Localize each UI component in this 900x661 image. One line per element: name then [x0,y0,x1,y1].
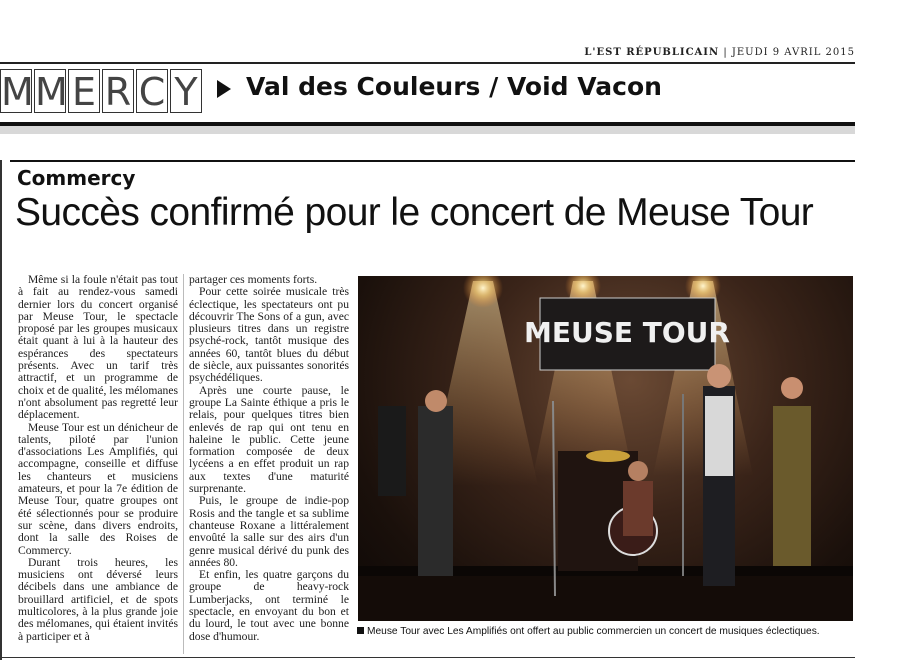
bottom-rule [0,657,855,658]
town-letter: Y [170,69,202,113]
paragraph: partager ces moments forts. [189,273,318,286]
concert-photo [358,276,853,621]
masthead-rule [0,62,855,64]
town-letter-boxes [0,69,204,113]
newspaper-name: L'EST RÉPUBLICAIN [584,47,720,58]
paragraph: Et enfin, les quatre garçons du groupe de heavy-rock Lumberjacks, ont terminé le spectacle, en envoyant du bon et du lourd, le tout avec une bonne dose d'humour. [189,568,349,643]
town-letter: C [136,69,168,113]
issue-date: JEUDI 9 AVRIL 2015 [731,47,855,58]
article-kicker: Commercy [17,166,136,190]
article-top-rule [10,160,855,162]
section-bar [0,66,855,118]
article-column-2 [189,274,349,643]
paragraph: Pour cette soirée musicale très éclectique, les spectateurs ont pu découvrir The Sons of a gun, avec plusieurs titres dans un registre psyché-rock, tantôt musique des années 60, tantôt blues du début de siècle, aux puissantes sonorités psychédéliques. [189,285,349,385]
caption-text: Meuse Tour avec Les Amplifiés ont offert au public commercien un concert de musiques éclectiques. [367,626,820,637]
article-column-1 [18,274,178,643]
square-bullet-icon [357,627,364,634]
article-frame-left [0,160,2,660]
masthead-separator: | [723,47,728,58]
paragraph: Même si la foule n'était pas tout à fait au rendez-vous samedi dernier lors du concert organisé par Meuse Tour, le spectacle proposé par les groupes musicaux était quant à lui à la hauteur des espérances des spectateurs présents. Avec un tarif très attractif, et un programme de choix et de qualité, les mélomanes n'ont absolument pas regretté leur déplacement. [18,273,178,422]
paragraph: Meuse Tour est un dénicheur de talents, piloté par l'union d'associations Les Amplifiés, qui accompagne, conseille et diffuse les chanteurs et musiciens amateurs, et pour la 7e édition de Meuse Tour, quatre groupes ont été sélectionnés pour se produire sur scène, dans divers endroits, dont la salle des Roises de Commercy. [18,420,178,557]
paragraph: Puis, le groupe de indie-pop Rosis and the tangle et sa sublime chanteuse Roxane a littéralement envoûté la salle sur des airs d'un genre musical dérivé du punk des années 80. [189,494,349,569]
town-letter: E [68,69,100,113]
town-letter: M [35,70,68,114]
town-letter: M [1,70,34,114]
section-gray-band [0,126,855,134]
town-letter: R [102,69,134,113]
masthead [0,47,855,58]
paragraph: Durant trois heures, les musiciens ont déversé leurs décibels dans une ambiance de brouillard artificiel, et de spots multicolores, à la plus grande joie des mélomanes, qui étaient invités à participer et à [18,555,178,643]
banner-text: MEUSE TOUR [524,316,730,349]
paragraph: Après une courte pause, le groupe La Sainte éthique a pris le relais, pour quelques titres bien enlevés de rap qui ont tenu en haleine le public. Cette jeune formation composée de deux lycéens a en effet produit un rap aux textes d'une maturité surprenante. [189,383,349,496]
column-separator [183,274,184,654]
section-title: Val des Couleurs / Void Vacon [246,72,662,101]
concert-photo-art [358,276,853,621]
triangle-arrow-icon [217,80,231,98]
photo-caption [357,626,857,637]
article-headline: Succès confirmé pour le concert de Meuse Tour [15,191,814,234]
